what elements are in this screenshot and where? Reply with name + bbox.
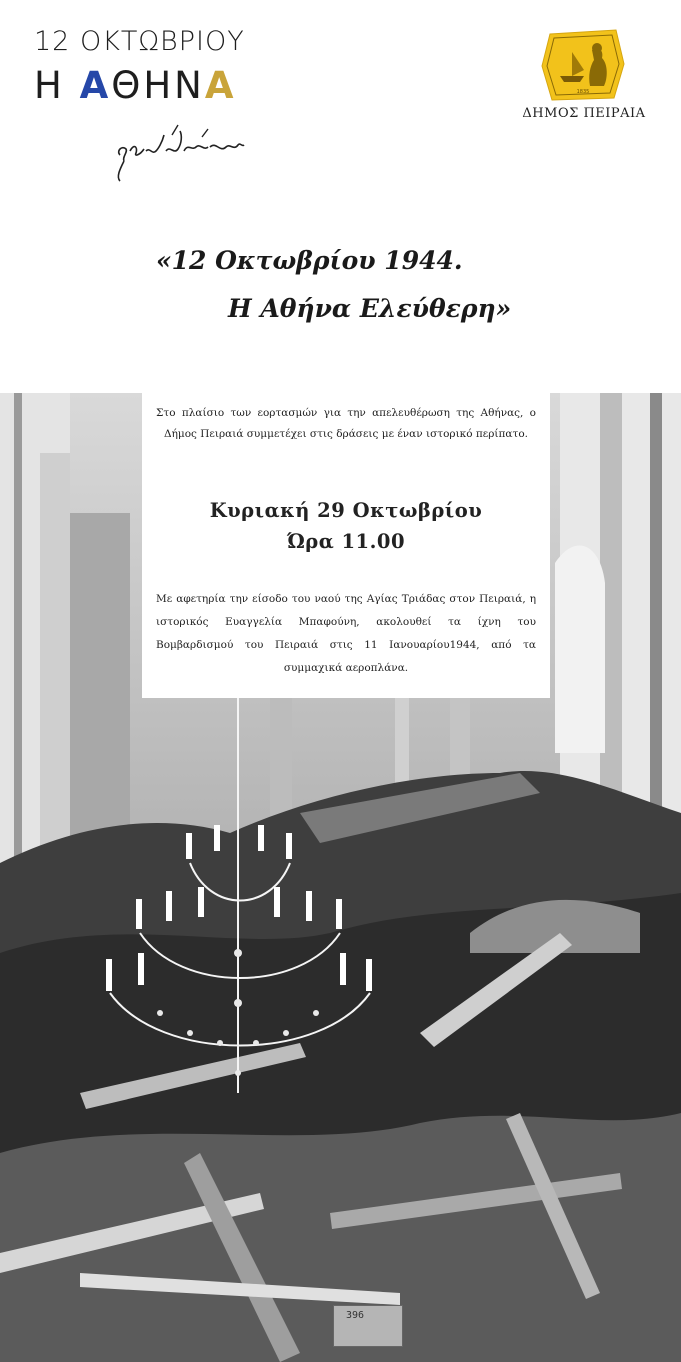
headline-line-1: «12 Οκτωβρίου 1944. [156,246,463,275]
headline-line-2: Η Αθήνα Ελεύθερη» [228,294,512,323]
archive-stamp-number: 396 [346,1310,365,1321]
event-logo-mid: ΘΗΝ [111,64,205,107]
event-logo-date: 12 ΟΚΤΩΒΡΙΟΥ [34,26,245,57]
event-date: Κυριακή 29 Οκτωβρίου [209,499,483,522]
event-logo-h: Η [34,64,80,107]
event-logo-title [34,64,237,107]
signature-icon [112,121,252,183]
municipality-name: ΔΗΜΟΣ ΠΕΙΡΑΙΑ [522,106,646,121]
svg-text:1835: 1835 [576,89,590,95]
event-time: Ώρα 11.00 [286,530,406,553]
event-logo-a-blue: Α [79,64,112,107]
event-description: Με αφετηρία την είσοδο του ναού της Αγίας Τριάδας στον Πειραιά, η ιστορικός Ευαγγελία Μπαφούνη, ακολουθεί τα ίχνη του Βομβαρδισμού του Πειραιά στις 11 Ιανουαρίου1944, από τα συμμαχικά αεροπλάνα. [156,593,536,674]
event-logo [34,26,264,186]
piraeus-seal-icon [540,26,626,102]
event-logo-a-gold: Α [204,64,237,107]
info-box [142,393,550,698]
municipality-logo [522,26,652,136]
archive-stamp [333,1305,403,1347]
intro-text: Στο πλαίσιο των εορτασμών για την απελευθέρωση της Αθήνας, ο Δήμος Πειραιά συμμετέχει στις δράσεις με έναν ιστορικό περίπατο. [156,407,536,440]
